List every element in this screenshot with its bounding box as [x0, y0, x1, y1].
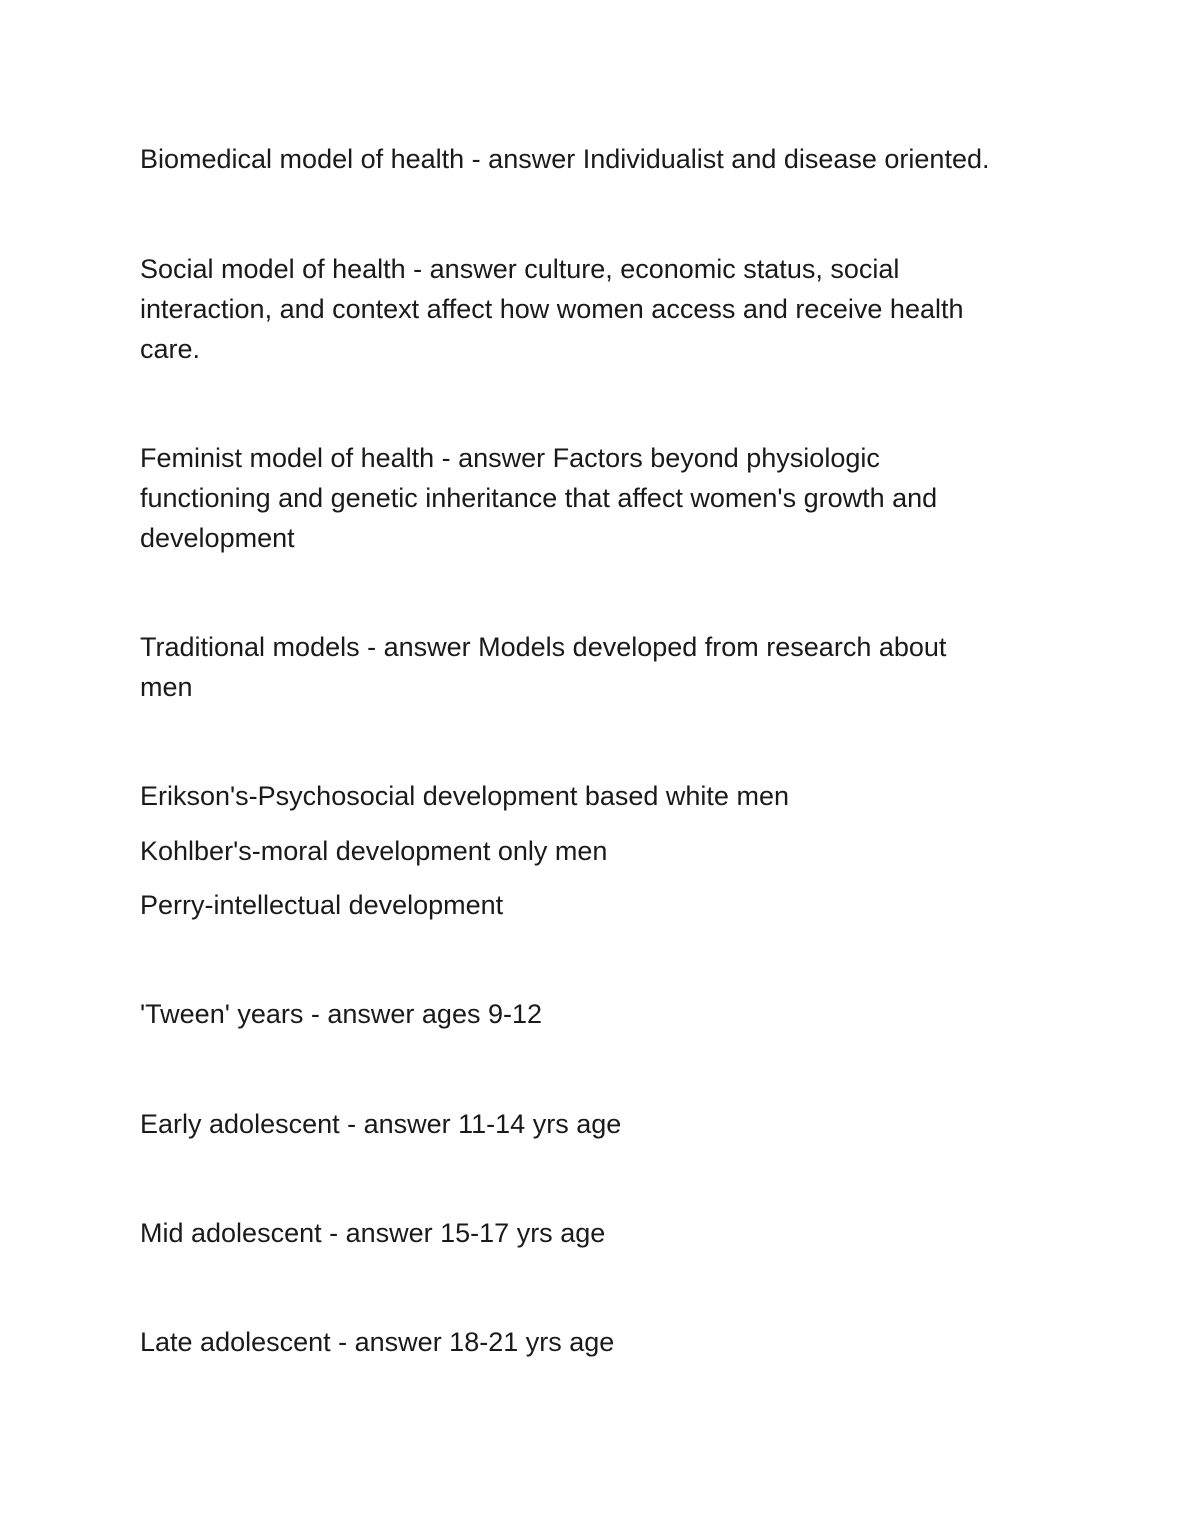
text-line: Biomedical model of health - answer Individualist and disease oriented.: [140, 144, 990, 174]
text-line: Social model of health - answer culture, economic status, social: [140, 254, 900, 284]
text-line: Early adolescent - answer 11-14 yrs age: [140, 1109, 622, 1139]
text-line: Traditional models - answer Models developed from research about: [140, 632, 947, 662]
text-line: Mid adolescent - answer 15-17 yrs age: [140, 1218, 606, 1248]
text-line: Perry-intellectual development: [140, 890, 504, 920]
text-line: functioning and genetic inheritance that affect women's growth and: [140, 483, 938, 513]
text-line: Feminist model of health - answer Factors beyond physiologic: [140, 443, 880, 473]
text-line: interaction, and context affect how women access and receive health: [140, 294, 964, 324]
text-line: development: [140, 523, 295, 553]
text-line: Erikson's-Psychosocial development based white men: [140, 781, 789, 811]
text-line: Kohlber's-moral development only men: [140, 836, 608, 866]
text-line: care.: [140, 334, 201, 364]
text-line: men: [140, 672, 193, 702]
text-line: 'Tween' years - answer ages 9-12: [140, 999, 543, 1029]
text-line: Late adolescent - answer 18-21 yrs age: [140, 1327, 615, 1357]
